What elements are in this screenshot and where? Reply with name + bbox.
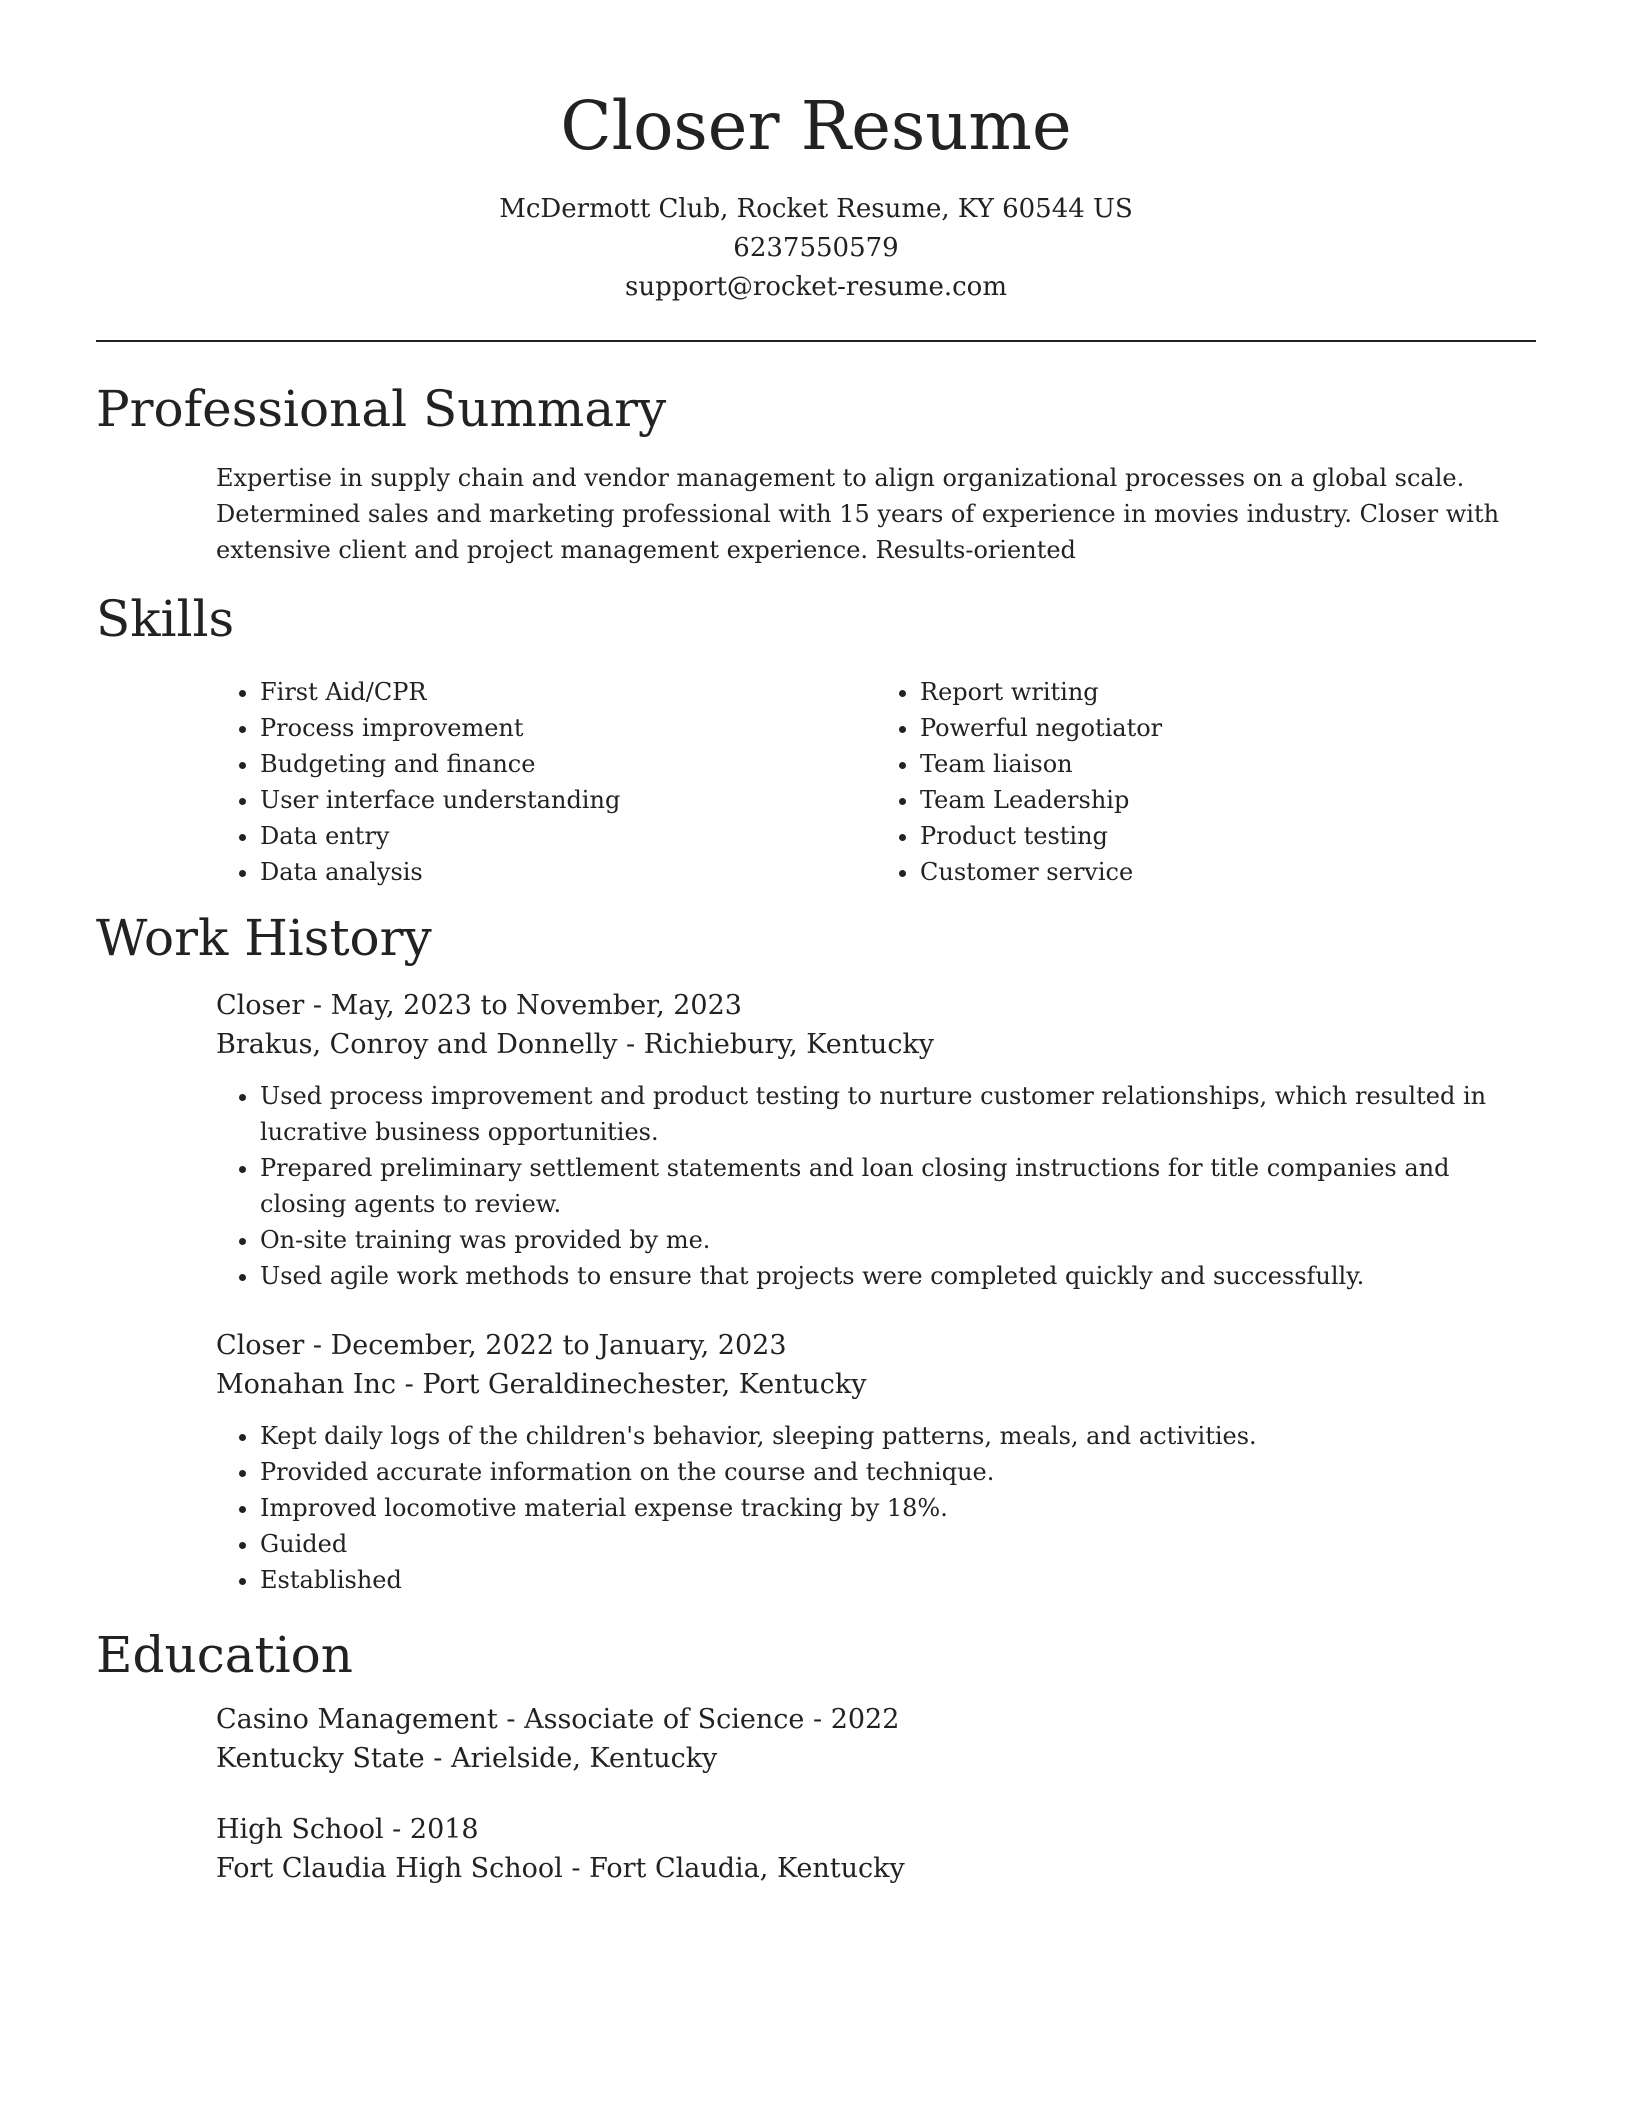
skill-item: • First Aid/CPR — [260, 674, 876, 710]
job-bullet: • Improved locomotive material expense tracking by 18%. — [260, 1490, 1536, 1526]
job-bullets — [216, 1078, 1536, 1294]
job-role: Closer — [216, 990, 305, 1021]
job-bullet: • On-site training was provided by me. — [260, 1222, 1536, 1258]
page-title: Closer Resume — [560, 87, 1072, 165]
job-company: Brakus, Conroy and Donnelly — [216, 1029, 618, 1060]
education-year: 2022 — [830, 1704, 900, 1735]
skill-item: • Process improvement — [260, 710, 876, 746]
education-location: Arielside, Kentucky — [450, 1743, 718, 1774]
skill-item: • Product testing — [920, 818, 1536, 854]
skills-heading: Skills — [96, 590, 235, 648]
skill-item: • Budgeting and finance — [260, 746, 876, 782]
work-history-heading: Work History — [96, 909, 432, 967]
job-entry — [216, 986, 1536, 1294]
job-title-line: Closer - May, 2023 to November, 2023 — [216, 990, 742, 1021]
job-location: Port Geraldinechester, Kentucky — [422, 1369, 867, 1400]
job-bullet: • Established — [260, 1562, 1536, 1598]
skill-item: • User interface understanding — [260, 782, 876, 818]
contact-address: McDermott Club, Rocket Resume, KY 60544 US — [499, 194, 1133, 224]
skill-item: • Powerful negotiator — [920, 710, 1536, 746]
job-bullets — [216, 1418, 1536, 1598]
skills-columns — [216, 674, 1536, 890]
job-bullet: • Provided accurate information on the course and technique. — [260, 1454, 1536, 1490]
education-entry — [216, 1700, 1536, 1778]
job-company-line: Monahan Inc - Port Geraldinechester, Kentucky — [216, 1369, 867, 1400]
job-dates: May, 2023 to November, 2023 — [330, 990, 742, 1021]
education-location: Fort Claudia, Kentucky — [589, 1853, 905, 1884]
summary-text: Expertise in supply chain and vendor management to align organizational processes on a global scale. Determined sales and marketing professional with 15 years of experience in movies industry. Closer with extensive client and project management experience. Results-oriented — [216, 464, 1500, 564]
summary-heading: Professional Summary — [96, 380, 667, 438]
contact-phone: 6237550579 — [733, 233, 899, 263]
job-company-line: Brakus, Conroy and Donnelly - Richiebury, Kentucky — [216, 1029, 935, 1060]
education-school-line: Kentucky State - Arielside, Kentucky — [216, 1743, 718, 1774]
education-heading: Education — [96, 1626, 353, 1684]
job-bullet: • Used process improvement and product testing to nurture customer relationships, which resulted in lucrative business opportunities. — [260, 1078, 1536, 1150]
education-field: Casino Management — [216, 1704, 498, 1735]
education-degree-line: High School - 2018 — [216, 1814, 479, 1845]
job-entry — [216, 1326, 1536, 1598]
job-role: Closer — [216, 1330, 305, 1361]
skill-item: • Customer service — [920, 854, 1536, 890]
education-degree-line: Casino Management - Associate of Science - 2022 — [216, 1704, 900, 1735]
header-divider — [96, 340, 1536, 342]
education-entry — [216, 1810, 1536, 1888]
skill-item: • Team Leadership — [920, 782, 1536, 818]
education-school-line: Fort Claudia High School - Fort Claudia, Kentucky — [216, 1853, 905, 1884]
education-degree: Associate of Science — [524, 1704, 805, 1735]
education-school: Fort Claudia High School — [216, 1853, 563, 1884]
job-company: Monahan Inc — [216, 1369, 397, 1400]
job-location: Richiebury, Kentucky — [643, 1029, 935, 1060]
job-title-line: Closer - December, 2022 to January, 2023 — [216, 1330, 787, 1361]
job-bullet: • Prepared preliminary settlement statements and loan closing instructions for title companies and closing agents to review. — [260, 1150, 1536, 1222]
skill-item: • Data analysis — [260, 854, 876, 890]
skills-list-right — [876, 674, 1536, 890]
education-degree: High School — [216, 1814, 384, 1845]
resume-header — [96, 82, 1536, 307]
skill-item: • Report writing — [920, 674, 1536, 710]
job-bullet: • Guided — [260, 1526, 1536, 1562]
education-school: Kentucky State — [216, 1743, 425, 1774]
skill-item: • Data entry — [260, 818, 876, 854]
skills-list-left — [216, 674, 876, 890]
contact-block — [96, 190, 1536, 307]
skill-item: • Team liaison — [920, 746, 1536, 782]
job-bullet: • Kept daily logs of the children's behavior, sleeping patterns, meals, and activities. — [260, 1418, 1536, 1454]
education-year: 2018 — [409, 1814, 479, 1845]
contact-email: support@rocket-resume.com — [624, 272, 1007, 302]
job-bullet: • Used agile work methods to ensure that projects were completed quickly and successfully. — [260, 1258, 1536, 1294]
job-dates: December, 2022 to January, 2023 — [330, 1330, 787, 1361]
